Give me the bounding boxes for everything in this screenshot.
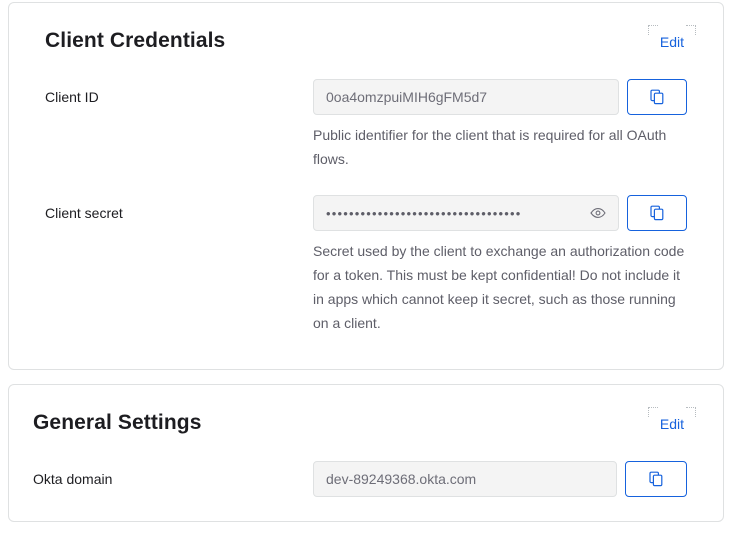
- page-title: Client Credentials: [45, 29, 226, 52]
- client-id-input[interactable]: [313, 79, 619, 115]
- field-okta-domain: [33, 461, 687, 497]
- copy-client-secret-button[interactable]: [627, 195, 687, 231]
- section-title: General Settings: [33, 411, 202, 434]
- client-id-value: 0oa4omzpuiMIH6gFM5d7: [326, 89, 488, 105]
- copy-icon: [649, 471, 664, 487]
- field-client-secret: [45, 195, 687, 335]
- copy-okta-domain-button[interactable]: [625, 461, 687, 497]
- edit-client-credentials-button[interactable]: Edit: [657, 32, 687, 52]
- general-settings-card: [8, 384, 724, 522]
- card-header: [33, 411, 687, 435]
- eye-icon[interactable]: [590, 207, 606, 219]
- client-credentials-card: [8, 2, 724, 370]
- field-label: Okta domain: [33, 471, 113, 487]
- field-label: Client secret: [45, 205, 123, 221]
- client-secret-input[interactable]: [313, 195, 619, 231]
- copy-icon: [650, 89, 665, 105]
- edit-general-settings-button[interactable]: Edit: [657, 414, 687, 434]
- client-secret-help-text: Secret used by the client to exchange an authorization code for a token. This must be kept confidential! Do not include it in apps which cannot keep it secret, such as those running on a client.: [313, 243, 685, 331]
- copy-client-id-button[interactable]: [627, 79, 687, 115]
- field-client-id: [45, 79, 687, 171]
- field-label: Client ID: [45, 89, 99, 105]
- client-id-help-text: Public identifier for the client that is required for all OAuth flows.: [313, 127, 667, 167]
- okta-domain-input[interactable]: [313, 461, 617, 497]
- copy-icon: [650, 205, 665, 221]
- card-header: [45, 29, 687, 53]
- client-secret-value: ••••••••••••••••••••••••••••••••••: [326, 205, 522, 221]
- okta-domain-value: dev-89249368.okta.com: [326, 471, 477, 487]
